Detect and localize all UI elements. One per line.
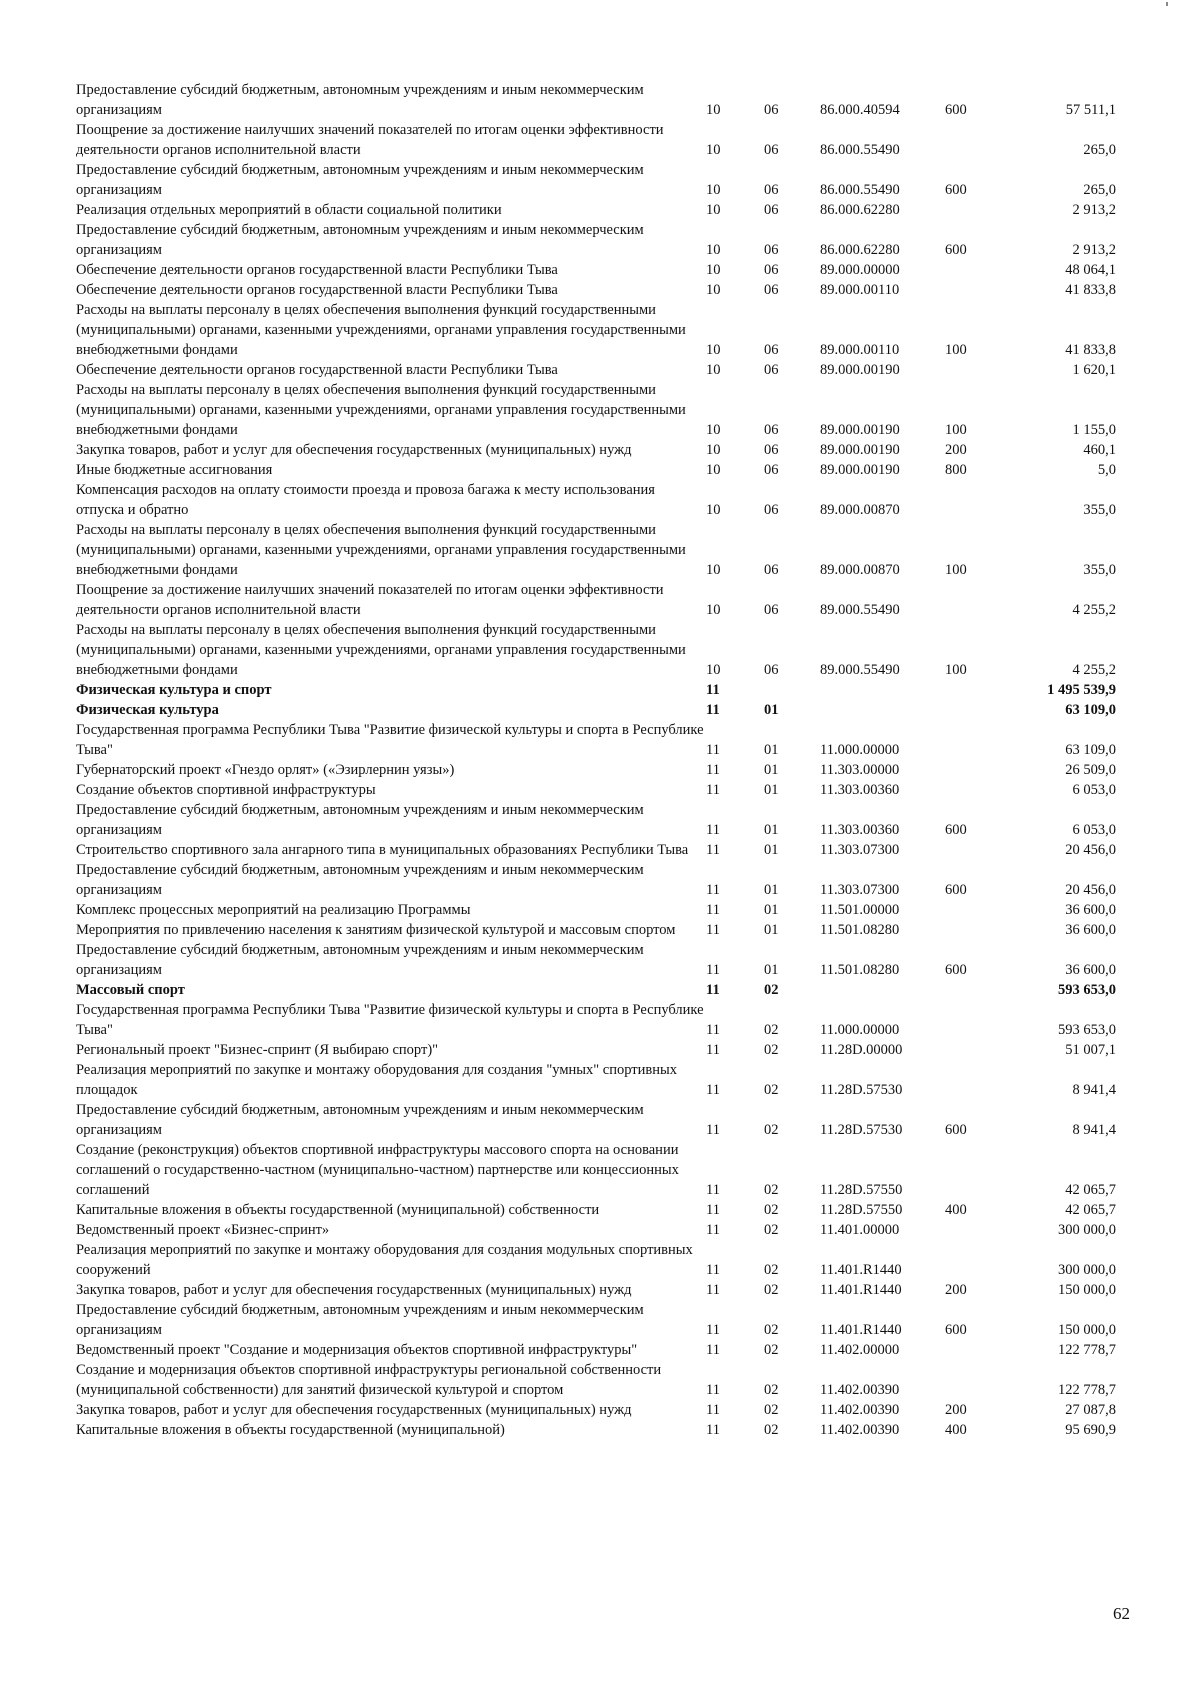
row-name: Обеспечение деятельности органов государственной власти Республики Тыва [76, 262, 558, 278]
row-amount: 2 913,2 [1072, 242, 1116, 258]
row-expense-type [945, 1000, 1006, 1040]
row-expense-type [945, 580, 1006, 620]
row-amount: 26 509,0 [1065, 762, 1116, 778]
row-section: 11 [706, 1342, 720, 1358]
table-row [76, 160, 1116, 200]
row-expense-type: 600 [945, 182, 967, 198]
row-expense-type: 600 [945, 242, 967, 258]
row-subsection: 06 [764, 242, 779, 258]
row-target-article: 11.28D.00000 [820, 1042, 903, 1058]
row-section: 11 [706, 1382, 720, 1398]
row-section: 11 [706, 742, 720, 758]
row-amount: 355,0 [1083, 562, 1116, 578]
row-target-article: 11.28D.57550 [820, 1182, 903, 1198]
row-subsection: 06 [764, 282, 779, 298]
row-amount: 2 913,2 [1072, 202, 1116, 218]
table-row [76, 1360, 1116, 1400]
row-section: 10 [706, 462, 721, 478]
table-row [76, 1000, 1116, 1040]
table-row [76, 1060, 1116, 1100]
table-row [76, 80, 1116, 120]
row-subsection: 06 [764, 662, 779, 678]
row-expense-type [945, 1240, 1006, 1280]
row-target-article: 11.501.08280 [820, 962, 900, 978]
row-name: Массовый спорт [76, 982, 185, 998]
row-target-article: 89.000.00870 [820, 502, 900, 518]
row-expense-type [945, 1340, 1006, 1360]
row-section: 11 [706, 822, 720, 838]
row-expense-type: 400 [945, 1202, 967, 1218]
row-expense-type: 600 [945, 822, 967, 838]
row-subsection: 02 [764, 1422, 779, 1438]
row-target-article: 86.000.40594 [820, 102, 900, 118]
row-target-article: 86.000.55490 [820, 182, 900, 198]
row-expense-type: 100 [945, 422, 967, 438]
row-name: Создание объектов спортивной инфраструктуры [76, 782, 376, 798]
row-expense-type: 600 [945, 962, 967, 978]
row-section: 11 [706, 982, 720, 998]
row-name: Реализация мероприятий по закупке и монтажу оборудования для создания "умных" спортивных площадок [76, 1062, 677, 1098]
row-subsection: 02 [764, 1342, 779, 1358]
row-amount: 4 255,2 [1072, 662, 1116, 678]
row-expense-type: 200 [945, 1282, 967, 1298]
row-amount: 300 000,0 [1058, 1222, 1116, 1238]
row-section: 10 [706, 262, 721, 278]
row-amount: 150 000,0 [1058, 1322, 1116, 1338]
row-expense-type: 800 [945, 462, 967, 478]
row-target-article: 89.000.55490 [820, 602, 900, 618]
row-subsection: 02 [764, 1222, 779, 1238]
row-expense-type [945, 1220, 1006, 1240]
row-name: Предоставление субсидий бюджетным, автономным учреждениям и иным некоммерческим организациям [76, 1302, 644, 1338]
row-target-article: 89.000.00190 [820, 362, 900, 378]
row-target-article: 11.000.00000 [820, 742, 900, 758]
row-subsection: 01 [764, 782, 779, 798]
row-target-article: 11.402.00390 [820, 1422, 900, 1438]
row-name: Иные бюджетные ассигнования [76, 462, 273, 478]
row-amount: 41 833,8 [1065, 282, 1116, 298]
row-expense-type [945, 260, 1006, 280]
row-subsection: 02 [764, 1022, 779, 1038]
row-expense-type [945, 1360, 1006, 1400]
row-target-article: 11.402.00000 [820, 1342, 900, 1358]
row-name: Государственная программа Республики Тыва "Развитие физической культуры и спорта в Республике Тыва" [76, 1002, 704, 1038]
row-target-article [820, 700, 945, 720]
row-name: Поощрение за достижение наилучших значений показателей по итогам оценки эффективности деятельности органов исполнительной власти [76, 582, 664, 618]
row-name: Строительство спортивного зала ангарного типа в муниципальных образованиях Республики Тыва [76, 842, 689, 858]
row-section: 11 [706, 1282, 720, 1298]
row-amount: 6 053,0 [1072, 822, 1116, 838]
row-target-article: 89.000.00190 [820, 422, 900, 438]
row-expense-type [945, 1140, 1006, 1200]
row-expense-type [945, 280, 1006, 300]
row-subsection: 06 [764, 602, 779, 618]
row-expense-type [945, 120, 1006, 160]
row-expense-type: 100 [945, 662, 967, 678]
row-subsection: 02 [764, 1082, 779, 1098]
row-section: 10 [706, 602, 721, 618]
row-section: 11 [706, 682, 720, 698]
row-target-article: 11.28D.57530 [820, 1082, 903, 1098]
row-name: Обеспечение деятельности органов государственной власти Республики Тыва [76, 282, 558, 298]
row-amount: 122 778,7 [1058, 1342, 1116, 1358]
row-section: 10 [706, 142, 721, 158]
row-subsection: 01 [764, 902, 779, 918]
row-section: 10 [706, 422, 721, 438]
row-section: 10 [706, 362, 721, 378]
row-amount: 63 109,0 [1065, 702, 1116, 718]
row-target-article: 11.402.00390 [820, 1402, 900, 1418]
row-amount: 51 007,1 [1065, 1042, 1116, 1058]
row-section: 11 [706, 1122, 720, 1138]
table-row [76, 440, 1116, 460]
row-name: Расходы на выплаты персоналу в целях обеспечения выполнения функций государственными (муниципальными) органами, казенными учреждениями, органами управления государственными внебюджетными фондами [76, 302, 686, 358]
row-expense-type [945, 840, 1006, 860]
row-amount: 27 087,8 [1065, 1402, 1116, 1418]
table-row [76, 940, 1116, 980]
row-name: Поощрение за достижение наилучших значений показателей по итогам оценки эффективности деятельности органов исполнительной власти [76, 122, 664, 158]
row-section: 11 [706, 962, 720, 978]
table-row [76, 860, 1116, 900]
row-subsection: 06 [764, 342, 779, 358]
row-section: 11 [706, 1042, 720, 1058]
row-expense-type [945, 480, 1006, 520]
row-target-article: 11.28D.57530 [820, 1122, 903, 1138]
row-amount: 460,1 [1083, 442, 1116, 458]
row-subsection: 02 [764, 982, 779, 998]
row-target-article: 11.303.00360 [820, 782, 900, 798]
row-amount: 150 000,0 [1058, 1282, 1116, 1298]
row-target-article: 11.000.00000 [820, 1022, 900, 1038]
table-row [76, 460, 1116, 480]
row-name: Ведомственный проект «Бизнес-спринт» [76, 1222, 330, 1238]
row-amount: 8 941,4 [1072, 1082, 1116, 1098]
row-amount: 63 109,0 [1065, 742, 1116, 758]
row-expense-type [945, 680, 1006, 700]
row-name: Создание и модернизация объектов спортивной инфраструктуры региональной собственности (муниципальной собственности) для занятий физической культурой и спортом [76, 1362, 662, 1398]
table-row [76, 220, 1116, 260]
table-row [76, 200, 1116, 220]
row-section: 10 [706, 342, 721, 358]
row-target-article [820, 980, 945, 1000]
row-subsection: 01 [764, 822, 779, 838]
row-subsection: 01 [764, 962, 779, 978]
row-target-article: 89.000.00870 [820, 562, 900, 578]
row-amount: 5,0 [1097, 462, 1116, 478]
row-section: 11 [706, 842, 720, 858]
row-section: 11 [706, 902, 720, 918]
table-row [76, 1280, 1116, 1300]
row-target-article: 89.000.55490 [820, 662, 900, 678]
row-name: Государственная программа Республики Тыва "Развитие физической культуры и спорта в Республике Тыва" [76, 722, 704, 758]
row-section: 11 [706, 1422, 720, 1438]
row-section: 10 [706, 562, 721, 578]
row-name: Комплекс процессных мероприятий на реализацию Программы [76, 902, 471, 918]
row-target-article: 86.000.55490 [820, 142, 900, 158]
row-subsection: 01 [764, 922, 779, 938]
row-target-article: 89.000.00190 [820, 442, 900, 458]
row-amount: 8 941,4 [1072, 1122, 1116, 1138]
row-name: Физическая культура [76, 702, 219, 718]
table-row [76, 800, 1116, 840]
row-name: Компенсация расходов на оплату стоимости проезда и провоза багажа к месту использования отпуска и обратно [76, 482, 655, 518]
row-amount: 42 065,7 [1065, 1202, 1116, 1218]
row-section: 11 [706, 1182, 720, 1198]
table-row [76, 680, 1116, 700]
row-section: 11 [706, 1322, 720, 1338]
row-subsection: 02 [764, 1382, 779, 1398]
row-subsection: 02 [764, 1042, 779, 1058]
row-expense-type [945, 920, 1006, 940]
row-section: 11 [706, 1202, 720, 1218]
row-name: Предоставление субсидий бюджетным, автономным учреждениям и иным некоммерческим организациям [76, 1102, 644, 1138]
table-row [76, 1100, 1116, 1140]
row-subsection: 02 [764, 1202, 779, 1218]
row-subsection: 01 [764, 762, 779, 778]
row-expense-type: 200 [945, 442, 967, 458]
table-row [76, 920, 1116, 940]
row-amount: 1 620,1 [1072, 362, 1116, 378]
table-row [76, 1420, 1116, 1440]
row-amount: 4 255,2 [1072, 602, 1116, 618]
row-target-article: 89.000.00110 [820, 282, 900, 298]
row-target-article: 86.000.62280 [820, 242, 900, 258]
row-subsection: 06 [764, 442, 779, 458]
row-section: 10 [706, 102, 721, 118]
row-expense-type: 100 [945, 342, 967, 358]
row-expense-type [945, 1060, 1006, 1100]
row-amount: 300 000,0 [1058, 1262, 1116, 1278]
row-target-article: 11.501.08280 [820, 922, 900, 938]
row-name: Физическая культура и спорт [76, 682, 272, 698]
row-name: Закупка товаров, работ и услуг для обеспечения государственных (муниципальных) нужд [76, 1402, 632, 1418]
row-amount: 355,0 [1083, 502, 1116, 518]
row-target-article: 11.303.00360 [820, 822, 900, 838]
row-subsection: 06 [764, 362, 779, 378]
scan-mark [1166, 2, 1168, 6]
row-target-article: 86.000.62280 [820, 202, 900, 218]
table-row [76, 280, 1116, 300]
table-row [76, 980, 1116, 1000]
row-name: Расходы на выплаты персоналу в целях обеспечения выполнения функций государственными (муниципальными) органами, казенными учреждениями, органами управления государственными внебюджетными фондами [76, 382, 686, 438]
row-name: Предоставление субсидий бюджетным, автономным учреждениям и иным некоммерческим организациям [76, 82, 644, 118]
row-expense-type: 100 [945, 562, 967, 578]
row-section: 11 [706, 762, 720, 778]
row-section: 10 [706, 442, 721, 458]
table-row [76, 720, 1116, 760]
row-name: Капитальные вложения в объекты государственной (муниципальной) собственности [76, 1202, 600, 1218]
row-expense-type: 600 [945, 1322, 967, 1338]
row-expense-type [945, 700, 1006, 720]
row-target-article: 11.501.00000 [820, 902, 900, 918]
table-row [76, 900, 1116, 920]
row-amount: 265,0 [1083, 182, 1116, 198]
row-amount: 36 600,0 [1065, 902, 1116, 918]
row-amount: 20 456,0 [1065, 882, 1116, 898]
row-section: 10 [706, 202, 721, 218]
table-row [76, 620, 1116, 680]
row-name: Предоставление субсидий бюджетным, автономным учреждениям и иным некоммерческим организациям [76, 162, 644, 198]
row-name: Предоставление субсидий бюджетным, автономным учреждениям и иным некоммерческим организациям [76, 862, 644, 898]
row-target-article: 89.000.00110 [820, 342, 900, 358]
row-target-article: 11.28D.57550 [820, 1202, 903, 1218]
row-subsection: 06 [764, 102, 779, 118]
row-amount: 36 600,0 [1065, 962, 1116, 978]
row-amount: 36 600,0 [1065, 922, 1116, 938]
row-name: Мероприятия по привлечению населения к занятиям физической культурой и массовым спортом [76, 922, 676, 938]
row-name: Закупка товаров, работ и услуг для обеспечения государственных (муниципальных) нужд [76, 442, 632, 458]
row-expense-type: 600 [945, 102, 967, 118]
row-section: 11 [706, 1082, 720, 1098]
row-amount: 1 495 539,9 [1047, 682, 1116, 698]
row-amount: 6 053,0 [1072, 782, 1116, 798]
row-amount: 1 155,0 [1072, 422, 1116, 438]
table-row [76, 1040, 1116, 1060]
row-subsection: 02 [764, 1322, 779, 1338]
row-target-article [820, 680, 945, 700]
row-amount: 593 653,0 [1058, 982, 1116, 998]
row-name: Расходы на выплаты персоналу в целях обеспечения выполнения функций государственными (муниципальными) органами, казенными учреждениями, органами управления государственными внебюджетными фондами [76, 522, 686, 578]
row-subsection: 06 [764, 142, 779, 158]
row-subsection: 02 [764, 1282, 779, 1298]
row-subsection: 02 [764, 1182, 779, 1198]
row-section: 11 [706, 1262, 720, 1278]
row-amount: 593 653,0 [1058, 1022, 1116, 1038]
row-expense-type [945, 200, 1006, 220]
row-section: 10 [706, 502, 721, 518]
table-row [76, 1400, 1116, 1420]
row-target-article: 11.401.00000 [820, 1222, 900, 1238]
row-name: Предоставление субсидий бюджетным, автономным учреждениям и иным некоммерческим организациям [76, 802, 644, 838]
row-target-article: 11.401.R1440 [820, 1322, 902, 1338]
row-subsection: 01 [764, 842, 779, 858]
row-subsection: 06 [764, 462, 779, 478]
budget-table [76, 80, 1116, 1440]
row-expense-type [945, 980, 1006, 1000]
row-subsection: 01 [764, 882, 779, 898]
row-section: 11 [706, 782, 720, 798]
row-subsection: 06 [764, 422, 779, 438]
row-target-article: 11.303.00000 [820, 762, 900, 778]
row-amount: 95 690,9 [1065, 1422, 1116, 1438]
row-amount: 48 064,1 [1065, 262, 1116, 278]
row-subsection: 06 [764, 502, 779, 518]
row-section: 11 [706, 702, 720, 718]
table-row [76, 1300, 1116, 1340]
row-subsection: 06 [764, 562, 779, 578]
table-row [76, 380, 1116, 440]
row-section: 11 [706, 1222, 720, 1238]
row-amount: 122 778,7 [1058, 1382, 1116, 1398]
row-target-article: 89.000.00000 [820, 262, 900, 278]
row-subsection: 06 [764, 262, 779, 278]
row-subsection: 02 [764, 1402, 779, 1418]
row-name: Губернаторский проект «Гнездо орлят» («Эзирлернин уязы») [76, 762, 455, 778]
row-name: Предоставление субсидий бюджетным, автономным учреждениям и иным некоммерческим организациям [76, 942, 644, 978]
row-subsection: 02 [764, 1122, 779, 1138]
row-target-article: 11.303.07300 [820, 882, 900, 898]
row-section: 11 [706, 922, 720, 938]
table-row [76, 840, 1116, 860]
table-row [76, 1240, 1116, 1280]
table-row [76, 1200, 1116, 1220]
row-expense-type [945, 760, 1006, 780]
row-name: Капитальные вложения в объекты государственной (муниципальной) [76, 1422, 505, 1438]
row-amount: 265,0 [1083, 142, 1116, 158]
row-section: 10 [706, 182, 721, 198]
row-target-article: 11.402.00390 [820, 1382, 900, 1398]
row-expense-type: 400 [945, 1422, 967, 1438]
row-section: 11 [706, 1402, 720, 1418]
table-body [76, 80, 1116, 1440]
row-section: 11 [706, 882, 720, 898]
row-target-article: 89.000.00190 [820, 462, 900, 478]
row-expense-type [945, 780, 1006, 800]
row-name: Создание (реконструкция) объектов спортивной инфраструктуры массового спорта на основании соглашений о государственно-частном (муниципально-частном) партнерстве или концессионных соглашений [76, 1142, 679, 1198]
row-expense-type: 200 [945, 1402, 967, 1418]
row-section: 10 [706, 662, 721, 678]
table-row [76, 1220, 1116, 1240]
row-expense-type [945, 360, 1006, 380]
row-expense-type [945, 900, 1006, 920]
table-row [76, 300, 1116, 360]
table-row [76, 580, 1116, 620]
row-subsection: 01 [764, 742, 779, 758]
table-row [76, 1340, 1116, 1360]
table-row [76, 360, 1116, 380]
row-amount: 42 065,7 [1065, 1182, 1116, 1198]
row-target-article: 11.401.R1440 [820, 1262, 902, 1278]
row-target-article: 11.303.07300 [820, 842, 900, 858]
row-expense-type: 600 [945, 1122, 967, 1138]
row-name: Реализация мероприятий по закупке и монтажу оборудования для создания модульных спортивных сооружений [76, 1242, 693, 1278]
row-subsection: 02 [764, 1262, 779, 1278]
table-row [76, 120, 1116, 160]
row-amount: 41 833,8 [1065, 342, 1116, 358]
page-number: 62 [1113, 1604, 1130, 1623]
table-row [76, 760, 1116, 780]
row-amount: 20 456,0 [1065, 842, 1116, 858]
table-row [76, 480, 1116, 520]
row-expense-type [945, 720, 1006, 760]
row-name: Региональный проект "Бизнес-спринт (Я выбираю спорт)" [76, 1042, 439, 1058]
row-expense-type [945, 1040, 1006, 1060]
row-name: Предоставление субсидий бюджетным, автономным учреждениям и иным некоммерческим организациям [76, 222, 644, 258]
row-name: Обеспечение деятельности органов государственной власти Республики Тыва [76, 362, 558, 378]
row-section: 10 [706, 242, 721, 258]
row-name: Закупка товаров, работ и услуг для обеспечения государственных (муниципальных) нужд [76, 1282, 632, 1298]
table-row [76, 1140, 1116, 1200]
row-amount: 57 511,1 [1065, 102, 1116, 118]
row-section: 11 [706, 1022, 720, 1038]
row-subsection [764, 680, 820, 700]
row-expense-type: 600 [945, 882, 967, 898]
row-name: Расходы на выплаты персоналу в целях обеспечения выполнения функций государственными (муниципальными) органами, казенными учреждениями, органами управления государственными внебюджетными фондами [76, 622, 686, 678]
row-name: Ведомственный проект "Создание и модернизация объектов спортивной инфраструктуры" [76, 1342, 638, 1358]
row-subsection: 06 [764, 182, 779, 198]
table-row [76, 700, 1116, 720]
table-row [76, 260, 1116, 280]
row-section: 10 [706, 282, 721, 298]
row-name: Реализация отдельных мероприятий в области социальной политики [76, 202, 502, 218]
row-subsection: 06 [764, 202, 779, 218]
table-row [76, 520, 1116, 580]
table-row [76, 780, 1116, 800]
row-target-article: 11.401.R1440 [820, 1282, 902, 1298]
row-subsection: 01 [764, 702, 779, 718]
